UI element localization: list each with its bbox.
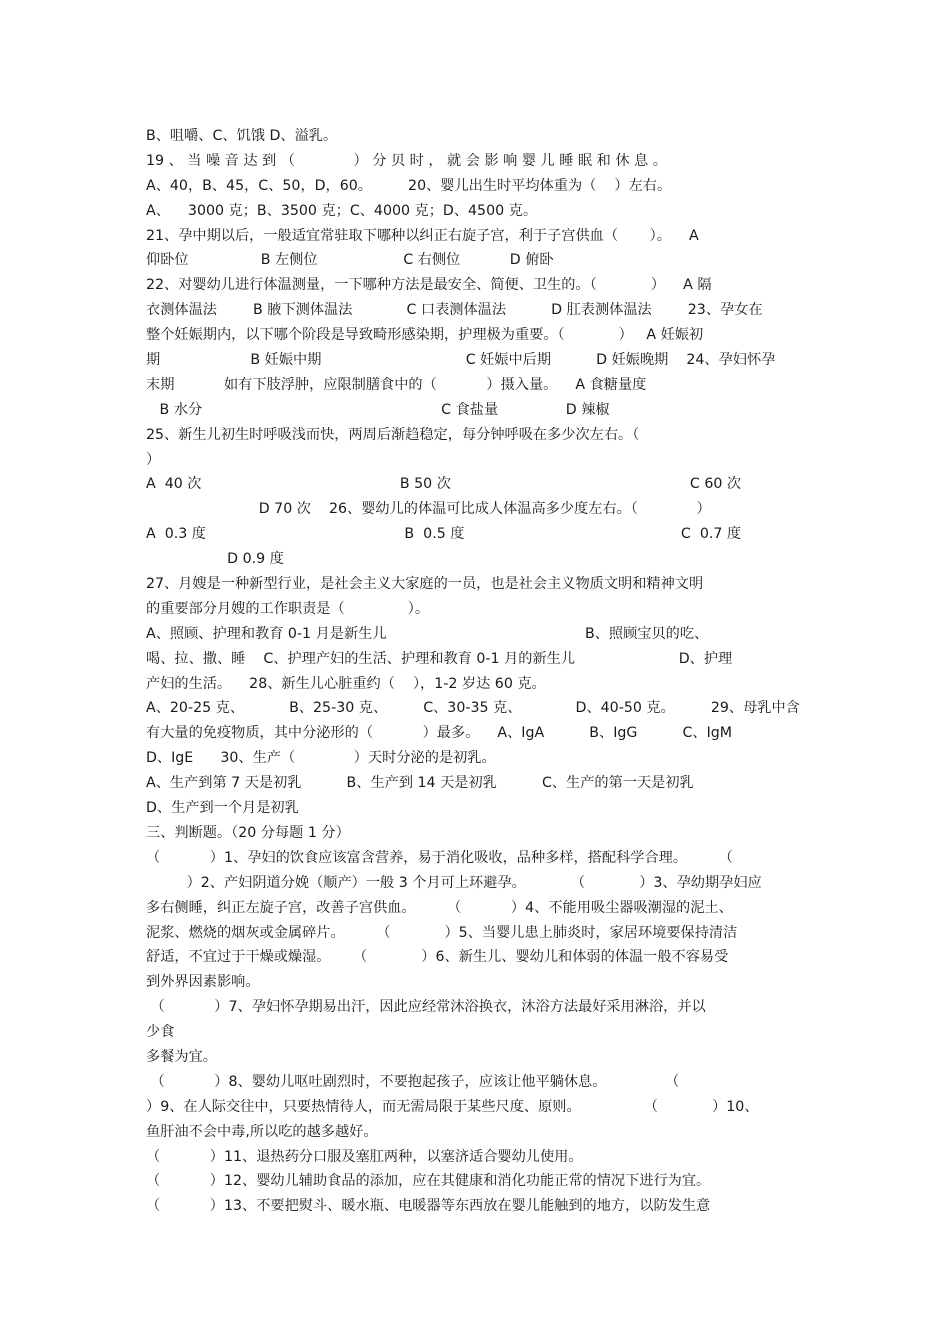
text-line: B、咀嚼、C、饥饿 D、溢乳。 (146, 128, 338, 144)
text-line: 整个妊娠期内，以下哪个阶段是导致畸形感染期，护理极为重要。（ ） A 妊娠初 (146, 327, 704, 344)
text-line: ）9、在人际交往中，只要热情待人，而无需局限于某些尺度、原则。 （ ）10、 (146, 1098, 759, 1115)
text-line: A、照顾、护理和教育 0-1 月是新生儿 B、照顾宝贝的吃、 (146, 625, 709, 642)
text-line: 的重要部分月嫂的工作职责是（ ）。 (146, 600, 430, 617)
text-line: 期 B 妊娠中期 C 妊娠中后期 D 妊娠晚期 24、孕妇怀孕 (146, 352, 776, 369)
text-line: 喝、拉、撒、睡 C、护理产妇的生活、护理和教育 0-1 月的新生儿 D、护理 (146, 650, 733, 667)
text-line: （ ）7、孕妇怀孕期易出汗，因此应经常沐浴换衣，沐浴方法最好采用淋浴，并以 (146, 999, 706, 1016)
text-line: 25、新生儿初生时呼吸浅而快，两周后渐趋稳定，每分钟呼吸在多少次左右。（ (146, 426, 640, 443)
text-line: A、40，B、45，C、50，D，60。 20、婴儿出生时平均体重为（ ）左右。 (146, 177, 672, 194)
text-line: ） (146, 451, 161, 468)
text-line: 泥浆、燃烧的烟灰或金属碎片。 （ ）5、当婴儿患上肺炎时，家居环境要保持清洁 (146, 924, 738, 941)
text-line: A、20-25 克、 B、25-30 克、 C、30-35 克、 D、40-50 克。 29、母乳中含 (146, 700, 800, 717)
text-line: 产妇的生活。 28、新生儿心脏重约（ ），1-2 岁达 60 克。 (146, 675, 546, 692)
text-line: 22、对婴幼儿进行体温测量，一下哪种方法是最安全、简便、卫生的。（ ） A 隔 (146, 277, 712, 294)
text-line: 27、月嫂是一种新型行业，是社会主义大家庭的一员，也是社会主义物质文明和精神文明 (146, 576, 704, 593)
text-line: 多右侧睡，纠正左旋子宫，改善子宫供血。 （ ）4、不能用吸尘器吸潮湿的泥土、 (146, 899, 733, 916)
document-body (146, 124, 810, 1219)
text-line: 末期 如有下肢浮肿，应限制膳食中的（ ）摄入量。 A 食糖量度 (146, 376, 647, 393)
text-line: A 40 次 B 50 次 C 60 次 (146, 476, 742, 493)
text-line: A 0.3 度 B 0.5 度 C 0.7 度 (146, 526, 742, 543)
text-line: D 70 次 26、婴幼儿的体温可比成人体温高多少度左右。（ ） (146, 501, 711, 518)
text-line: （ ）13、不要把熨斗、暖水瓶、电暖器等东西放在婴儿能触到的地方，以防发生意 (146, 1198, 711, 1215)
text-line: B 水分 C 食盐量 D 辣椒 (146, 401, 610, 418)
text-line: 21、孕中期以后，一般适宜常驻取下哪种以纠正右旋子宫，利于子宫供血（ ）。 A (146, 227, 699, 244)
text-line: 有大量的免疫物质，其中分泌形的（ ）最多。 A、IgA B、IgG C、IgM (146, 725, 733, 742)
text-line: 三、判断题。（20 分每题 1 分） (146, 824, 350, 841)
text-line: A、生产到第 7 天是初乳 B、生产到 14 天是初乳 C、生产的第一天是初乳 (146, 775, 694, 792)
text-line: D 0.9 度 (146, 551, 284, 568)
text-line: A、 3000 克；B、3500 克；C、4000 克；D、4500 克。 (146, 202, 538, 219)
text-line: 到外界因素影响。 (146, 974, 260, 991)
text-line: 少食 (146, 1024, 175, 1041)
text-line: 舒适，不宜过于干燥或燥湿。 （ ）6、新生儿、婴幼儿和体弱的体温一般不容易受 (146, 949, 729, 966)
text-line: （ ）11、退热药分口服及塞肛两种，以塞济适合婴幼儿使用。 (146, 1148, 583, 1165)
text-line: D、生产到一个月是初乳 (146, 800, 299, 817)
text-line: （ ）1、孕妇的饮食应该富含营养，易于消化吸收，品种多样，搭配科学合理。 （ (146, 849, 733, 866)
text-line: ）2、产妇阴道分娩（顺产）一般 3 个月可上环避孕。 （ ）3、孕幼期孕妇应 (146, 874, 762, 891)
text-line: 多餐为宜。 (146, 1048, 217, 1065)
text-line: D、IgE 30、生产（ ）天时分泌的是初乳。 (146, 750, 496, 767)
text-line: 仰卧位 B 左侧位 C 右侧位 D 俯卧 (146, 252, 554, 269)
text-line: 鱼肝油不会中毒,所以吃的越多越好。 (146, 1123, 378, 1140)
text-line: （ ）12、婴幼儿辅助食品的添加，应在其健康和消化功能正常的情况下进行为宜。 (146, 1173, 711, 1190)
text-line: 衣测体温法 B 腋下测体温法 C 口表测体温法 D 肛表测体温法 23、孕女在 (146, 302, 763, 319)
text-line: （ ）8、婴幼儿呕吐剧烈时，不要抱起孩子，应该让他平躺休息。 （ (146, 1073, 680, 1090)
text-line: 19 、 当 噪 音 达 到 （ ） 分 贝 时 ， 就 会 影 响 婴 儿 睡 眠 和 休 息 。 (146, 152, 667, 169)
